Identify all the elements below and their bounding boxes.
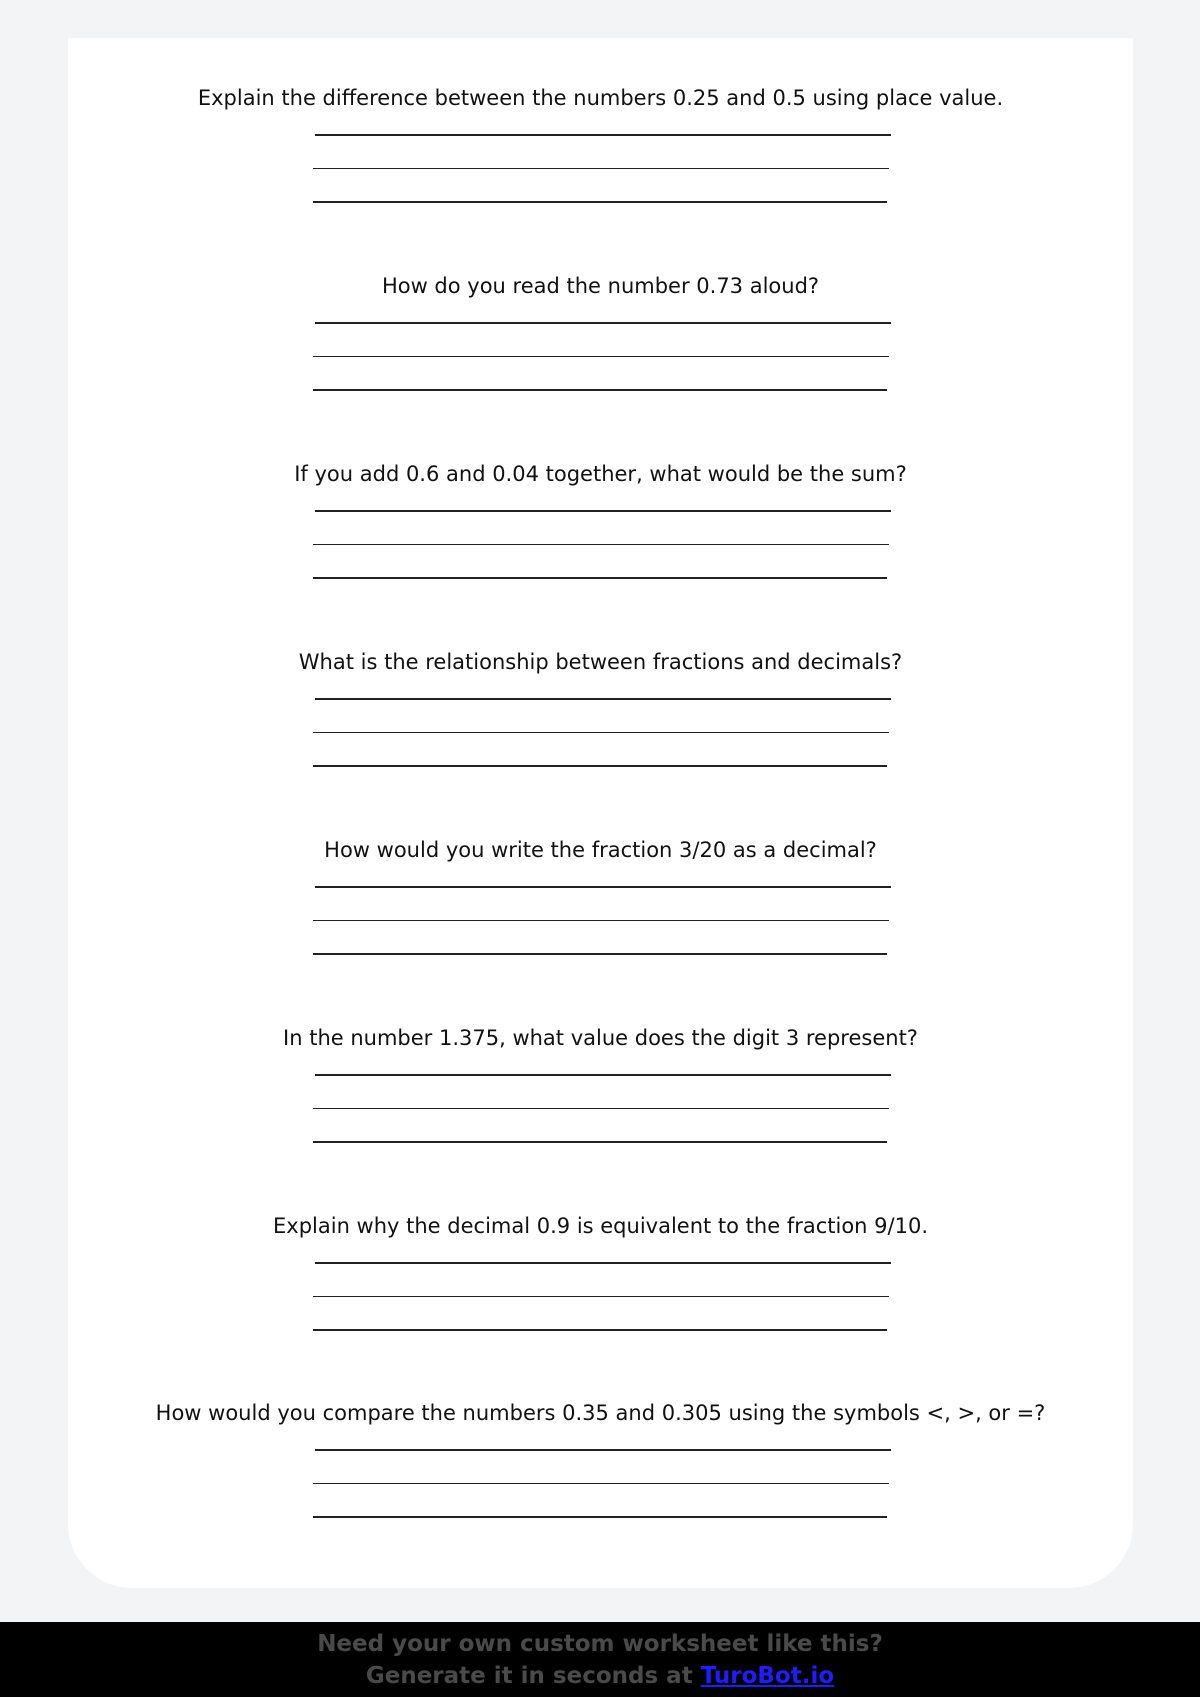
question-text: How do you read the number 0.73 aloud? [381,274,820,298]
answer-line [315,510,891,512]
question-5 [68,836,1133,955]
banner-line-1: Need your own custom worksheet like this? [317,1631,883,1657]
banner-line-2 [0,1660,1200,1692]
question-6 [68,1024,1133,1143]
question-text: How would you compare the numbers 0.35 and 0.305 using the symbols <, >, or =? [155,1401,1046,1425]
answer-area[interactable] [68,886,1133,955]
answer-line [315,1074,891,1076]
answer-line [313,953,887,955]
answer-line [315,698,891,700]
answer-line [313,544,889,546]
answer-line [313,1108,889,1110]
turobot-link[interactable]: TuroBot.io [700,1663,835,1689]
promo-banner [0,1622,1200,1697]
answer-line [315,886,891,888]
answer-line [313,1296,889,1298]
answer-line [315,1262,891,1264]
banner-line-2-prefix: Generate it in seconds at [365,1663,701,1689]
question-2 [68,272,1133,391]
question-7 [68,1212,1133,1331]
answer-line [313,765,887,767]
answer-line [315,134,891,136]
answer-area[interactable] [68,1449,1133,1518]
answer-line [313,168,889,170]
question-text: What is the relationship between fractions and decimals? [298,650,903,674]
answer-line [313,356,889,358]
answer-line [313,389,887,391]
answer-line [313,920,889,922]
worksheet-page [68,38,1133,1588]
answer-area[interactable] [68,510,1133,579]
answer-line [313,1516,887,1518]
question-text: Explain the difference between the numbers 0.25 and 0.5 using place value. [197,86,1004,110]
answer-area[interactable] [68,322,1133,391]
question-text: In the number 1.375, what value does the digit 3 represent? [283,1026,918,1050]
answer-area[interactable] [68,1262,1133,1331]
answer-line [315,322,891,324]
answer-line [313,201,887,203]
answer-line [313,577,887,579]
question-4 [68,648,1133,767]
question-8 [68,1399,1133,1518]
question-text: Explain why the decimal 0.9 is equivalent to the fraction 9/10. [273,1214,928,1238]
answer-line [313,1329,887,1331]
answer-area[interactable] [68,698,1133,767]
answer-line [313,732,889,734]
question-3 [68,460,1133,579]
answer-line [315,1449,891,1451]
question-text: If you add 0.6 and 0.04 together, what would be the sum? [294,462,907,486]
question-1 [68,84,1133,203]
answer-area[interactable] [68,1074,1133,1143]
answer-area[interactable] [68,134,1133,203]
answer-line [313,1483,889,1485]
answer-line [313,1141,887,1143]
question-text: How would you write the fraction 3/20 as a decimal? [324,838,877,862]
